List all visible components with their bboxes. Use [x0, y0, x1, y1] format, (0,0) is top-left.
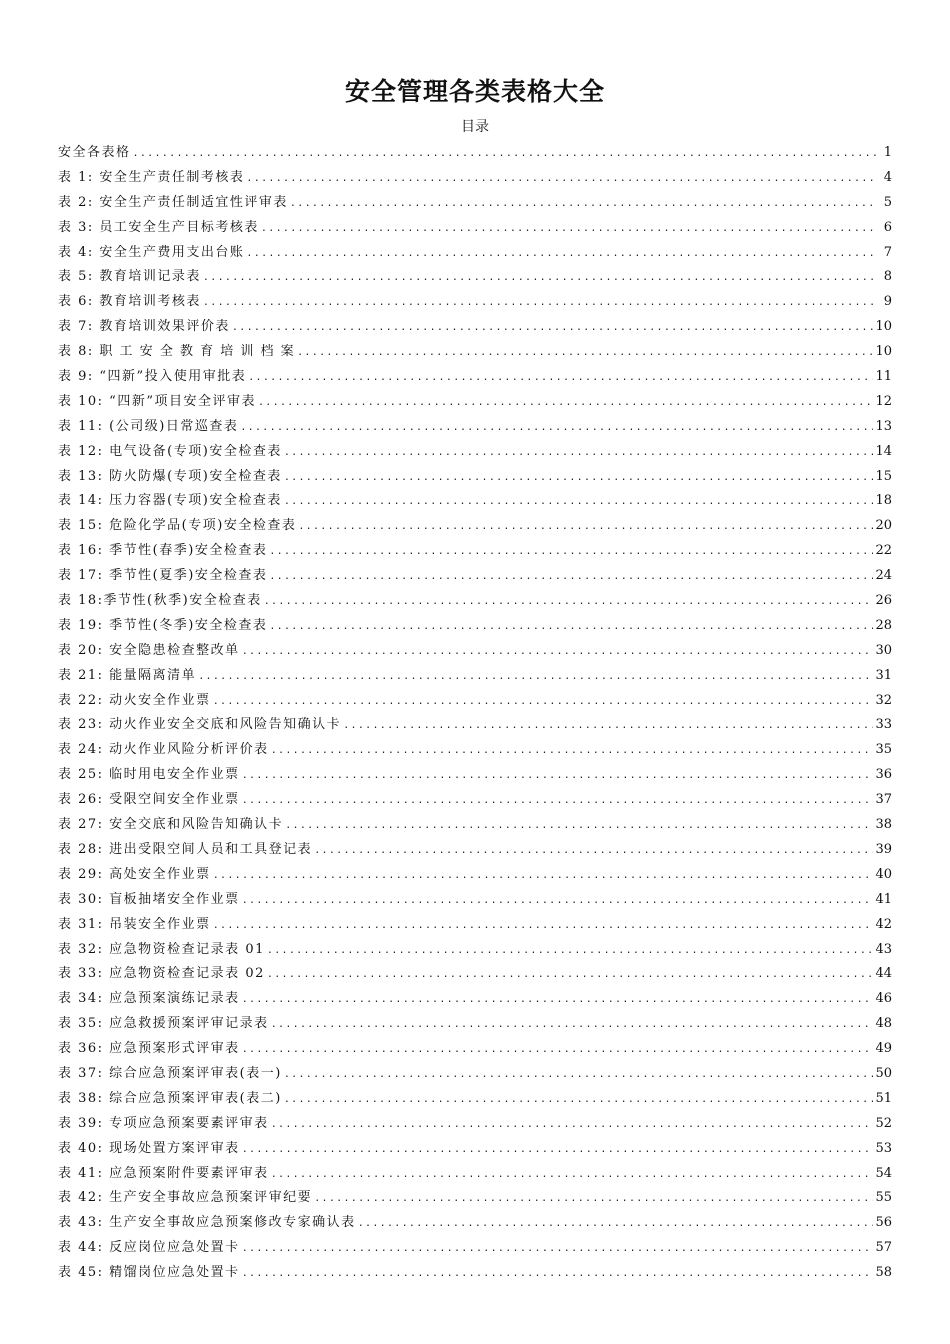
toc-entry[interactable] [58, 1037, 892, 1062]
toc-entry-label: 表 18:季节性(秋季)安全检查表 [58, 593, 262, 609]
toc-entry-page-number: 33 [875, 717, 892, 733]
toc-entry-page-number: 22 [875, 543, 892, 559]
toc-entry-page-number: 42 [875, 916, 892, 932]
toc-entry[interactable] [58, 813, 892, 838]
toc-entry-page-number: 5 [883, 194, 892, 210]
toc-entry[interactable] [58, 1062, 892, 1087]
toc-entry-label: 表 4: 安全生产费用支出台账 [58, 244, 245, 260]
toc-entry[interactable] [58, 1137, 892, 1162]
toc-entry-page-number: 50 [875, 1065, 892, 1081]
toc-entry-label: 表 25: 临时用电安全作业票 [58, 767, 240, 783]
toc-entry[interactable] [58, 415, 892, 440]
toc-entry-label: 表 44: 反应岗位应急处置卡 [58, 1240, 240, 1256]
toc-entry[interactable] [58, 1236, 892, 1261]
toc-dot-leader [269, 615, 873, 639]
toc-dot-leader [258, 391, 873, 415]
toc-dot-leader [314, 1187, 873, 1211]
toc-entry-page-number: 37 [875, 792, 892, 808]
toc-entry-label: 表 39: 专项应急预案要素评审表 [58, 1115, 269, 1131]
toc-dot-leader [246, 167, 876, 191]
toc-entry-label: 表 15: 危险化学品(专项)安全检查表 [58, 518, 297, 534]
toc-entry[interactable] [58, 390, 892, 415]
toc-dot-leader [213, 690, 874, 714]
toc-entry[interactable] [58, 763, 892, 788]
toc-dot-leader [269, 540, 873, 564]
toc-dot-leader [242, 1138, 874, 1162]
toc-entry-label: 表 24: 动火作业风险分析评价表 [58, 742, 269, 758]
toc-entry-label: 表 28: 进出受限空间人员和工具登记表 [58, 841, 313, 857]
toc-entry-page-number: 31 [875, 667, 892, 683]
toc-entry[interactable] [58, 713, 892, 738]
toc-entry-label: 表 3: 员工安全生产目标考核表 [58, 219, 259, 235]
toc-entry-label: 表 1: 安全生产责任制考核表 [58, 169, 245, 185]
toc-dot-leader [203, 266, 876, 290]
toc-entry-label: 表 10: “四新”项目安全评审表 [58, 393, 256, 409]
toc-entry-label: 表 41: 应急预案附件要素评审表 [58, 1165, 269, 1181]
toc-dot-leader [298, 515, 873, 539]
toc-entry-label: 表 42: 生产安全事故应急预案评审纪要 [58, 1190, 313, 1206]
toc-entry-page-number: 54 [875, 1165, 892, 1181]
toc-entry-page-number: 30 [875, 642, 892, 658]
toc-entry-page-number: 40 [875, 866, 892, 882]
toc-entry[interactable] [58, 365, 892, 390]
toc-dot-leader [198, 665, 873, 689]
toc-entry-page-number: 15 [875, 468, 892, 484]
toc-entry-label: 表 30: 盲板抽堵安全作业票 [58, 891, 240, 907]
toc-entry[interactable] [58, 987, 892, 1012]
toc-entry-page-number: 6 [883, 219, 892, 235]
toc-entry-page-number: 51 [875, 1090, 892, 1106]
toc-dot-leader [267, 963, 874, 987]
toc-entry-page-number: 13 [875, 418, 892, 434]
toc-entry-label: 表 11: (公司级)日常巡查表 [58, 418, 239, 434]
toc-entry-page-number: 8 [883, 269, 892, 285]
toc-entry-label: 表 26: 受限空间安全作业票 [58, 792, 240, 808]
toc-entry[interactable] [58, 614, 892, 639]
toc-dot-leader [314, 839, 873, 863]
toc-dot-leader [271, 1163, 874, 1187]
toc-entry-page-number: 12 [875, 393, 892, 409]
toc-entry-page-number: 14 [875, 443, 892, 459]
toc-entry[interactable] [58, 564, 892, 589]
toc-entry-label: 表 13: 防火防爆(专项)安全检查表 [58, 468, 282, 484]
toc-dot-leader [240, 416, 873, 440]
toc-dot-leader [213, 914, 874, 938]
toc-entry[interactable] [58, 489, 892, 514]
toc-entry-label: 表 34: 应急预案演练记录表 [58, 991, 240, 1007]
toc-entry-page-number: 53 [875, 1140, 892, 1156]
toc-dot-leader [343, 714, 873, 738]
toc-entry-page-number: 10 [875, 344, 892, 360]
toc-dot-leader [242, 1262, 874, 1286]
toc-entry[interactable] [58, 1261, 892, 1286]
toc-entry-page-number: 49 [875, 1041, 892, 1057]
toc-entry-label: 表 27: 安全交底和风险告知确认卡 [58, 817, 284, 833]
toc-entry[interactable] [58, 1012, 892, 1037]
toc-entry[interactable] [58, 664, 892, 689]
toc-entry[interactable] [58, 191, 892, 216]
toc-entry[interactable] [58, 290, 892, 315]
toc-entry-page-number: 58 [875, 1265, 892, 1281]
toc-entry-page-number: 41 [875, 891, 892, 907]
toc-entry-label: 表 32: 应急物资检查记录表 01 [58, 941, 265, 957]
toc-entry[interactable] [58, 465, 892, 490]
toc-entry[interactable] [58, 166, 892, 191]
document-title: 安全管理各类表格大全 [344, 77, 605, 106]
toc-dot-leader [284, 490, 874, 514]
toc-entry-label: 表 17: 季节性(夏季)安全检查表 [58, 568, 268, 584]
toc-entry-page-number: 55 [875, 1190, 892, 1206]
toc-entry[interactable] [58, 241, 892, 266]
toc-entry-label: 表 33: 应急物资检查记录表 02 [58, 966, 265, 982]
toc-entry-page-number: 20 [875, 518, 892, 534]
toc-entry[interactable] [58, 738, 892, 763]
toc-dot-leader [264, 590, 874, 614]
toc-dot-leader [358, 1212, 874, 1236]
toc-entry[interactable] [58, 913, 892, 938]
toc-dot-leader [246, 242, 876, 266]
toc-entry-label: 表 31: 吊装安全作业票 [58, 916, 211, 932]
toc-dot-leader [284, 466, 874, 490]
toc-entry[interactable] [58, 1186, 892, 1211]
toc-dot-leader [248, 366, 873, 390]
toc-entry-page-number: 9 [883, 294, 892, 310]
toc-entry[interactable] [58, 1112, 892, 1137]
toc-entry[interactable] [58, 689, 892, 714]
toc-dot-leader [269, 565, 873, 589]
toc-entry-page-number: 56 [875, 1215, 892, 1231]
toc-entry-page-number: 18 [875, 493, 892, 509]
toc-entry[interactable] [58, 888, 892, 913]
toc-entry[interactable] [58, 788, 892, 813]
toc-dot-leader [267, 939, 874, 963]
toc-dot-leader [284, 1088, 874, 1112]
toc-dot-leader [271, 1013, 874, 1037]
toc-heading: 目录 [461, 119, 489, 135]
toc-dot-leader [297, 341, 873, 365]
toc-entry-label: 表 6: 教育培训考核表 [58, 294, 201, 310]
toc-dot-leader [285, 814, 873, 838]
toc-entry-page-number: 7 [883, 244, 892, 260]
toc-entry-label: 表 22: 动火安全作业票 [58, 692, 211, 708]
toc-entry-label: 表 37: 综合应急预案评审表(表一) [58, 1065, 282, 1081]
toc-dot-leader [242, 764, 874, 788]
toc-entry[interactable] [58, 639, 892, 664]
toc-entry[interactable] [58, 838, 892, 863]
toc-entry-page-number: 35 [875, 742, 892, 758]
toc-dot-leader [271, 739, 874, 763]
toc-dot-leader [133, 142, 876, 166]
toc-entry-page-number: 57 [875, 1240, 892, 1256]
toc-entry[interactable] [58, 589, 892, 614]
toc-entry-label: 表 21: 能量隔离清单 [58, 667, 197, 683]
toc-entry-label: 表 16: 季节性(春季)安全检查表 [58, 543, 268, 559]
toc-entry[interactable] [58, 1087, 892, 1112]
toc-dot-leader [242, 789, 874, 813]
toc-entry-page-number: 10 [875, 319, 892, 335]
toc-entry-label: 表 38: 综合应急预案评审表(表二) [58, 1090, 282, 1106]
toc-entry-label: 表 7: 教育培训效果评价表 [58, 319, 230, 335]
toc-dot-leader [284, 1063, 874, 1087]
toc-dot-leader [242, 640, 874, 664]
toc-dot-leader [242, 1237, 874, 1261]
toc-entry-label: 安全各表格 [58, 145, 131, 160]
toc-entry-label: 表 2: 安全生产责任制适宜性评审表 [58, 194, 288, 210]
toc-entry-page-number: 4 [883, 169, 892, 185]
toc-entry-label: 表 9: “四新”投入使用审批表 [58, 369, 247, 385]
toc-entry-label: 表 40: 现场处置方案评审表 [58, 1140, 240, 1156]
toc-entry-label: 表 45: 精馏岗位应急处置卡 [58, 1265, 240, 1281]
toc-dot-leader [242, 889, 874, 913]
toc-entry[interactable] [58, 340, 892, 365]
toc-entry-page-number: 32 [875, 692, 892, 708]
toc-entry-label: 表 20: 安全隐患检查整改单 [58, 642, 240, 658]
toc-entry[interactable] [58, 216, 892, 241]
toc-entry-page-number: 1 [883, 145, 892, 160]
toc-entry-page-number: 24 [875, 568, 892, 584]
toc-dot-leader [290, 192, 876, 216]
toc-dot-leader [271, 1113, 874, 1137]
toc-entry-page-number: 36 [875, 767, 892, 783]
toc-dot-leader [213, 864, 874, 888]
toc-entry[interactable] [58, 265, 892, 290]
toc-entry-page-number: 44 [875, 966, 892, 982]
toc-entry[interactable] [58, 962, 892, 987]
toc-entry[interactable] [58, 539, 892, 564]
toc-entry-label: 表 5: 教育培训记录表 [58, 269, 201, 285]
toc-dot-leader [232, 316, 874, 340]
toc-dot-leader [261, 217, 876, 241]
toc-entry-label: 表 8: 职 工 安 全 教 育 培 训 档 案 [58, 344, 296, 360]
toc-entry-page-number: 48 [875, 1016, 892, 1032]
toc-entry[interactable] [58, 440, 892, 465]
toc-entry-label: 表 14: 压力容器(专项)安全检查表 [58, 493, 282, 509]
toc-dot-leader [203, 291, 876, 315]
toc-dot-leader [284, 441, 874, 465]
toc-entry[interactable] [58, 938, 892, 963]
toc-entry-label: 表 12: 电气设备(专项)安全检查表 [58, 443, 282, 459]
toc-dot-leader [242, 988, 874, 1012]
toc-entry-page-number: 26 [875, 593, 892, 609]
toc-entry[interactable] [58, 1162, 892, 1187]
toc-entry[interactable] [58, 514, 892, 539]
toc-entry-label: 表 29: 高处安全作业票 [58, 866, 211, 882]
toc-entry[interactable] [58, 315, 892, 340]
toc-entry-label: 表 35: 应急救援预案评审记录表 [58, 1016, 269, 1032]
toc-entry-label: 表 19: 季节性(冬季)安全检查表 [58, 617, 268, 633]
toc-entry-page-number: 11 [875, 369, 892, 385]
toc-entry-page-number: 38 [875, 817, 892, 833]
table-of-contents [58, 141, 892, 1286]
toc-entry-label: 表 36: 应急预案形式评审表 [58, 1041, 240, 1057]
toc-entry-page-number: 52 [875, 1115, 892, 1131]
toc-entry[interactable] [58, 863, 892, 888]
toc-entry-page-number: 39 [875, 841, 892, 857]
toc-entry-label: 表 43: 生产安全事故应急预案修改专家确认表 [58, 1215, 356, 1231]
toc-entry[interactable] [58, 1211, 892, 1236]
toc-entry[interactable] [58, 141, 892, 166]
toc-dot-leader [242, 1038, 874, 1062]
toc-entry-page-number: 28 [875, 617, 892, 633]
toc-entry-label: 表 23: 动火作业安全交底和风险告知确认卡 [58, 717, 342, 733]
toc-entry-page-number: 46 [875, 991, 892, 1007]
toc-entry-page-number: 43 [875, 941, 892, 957]
